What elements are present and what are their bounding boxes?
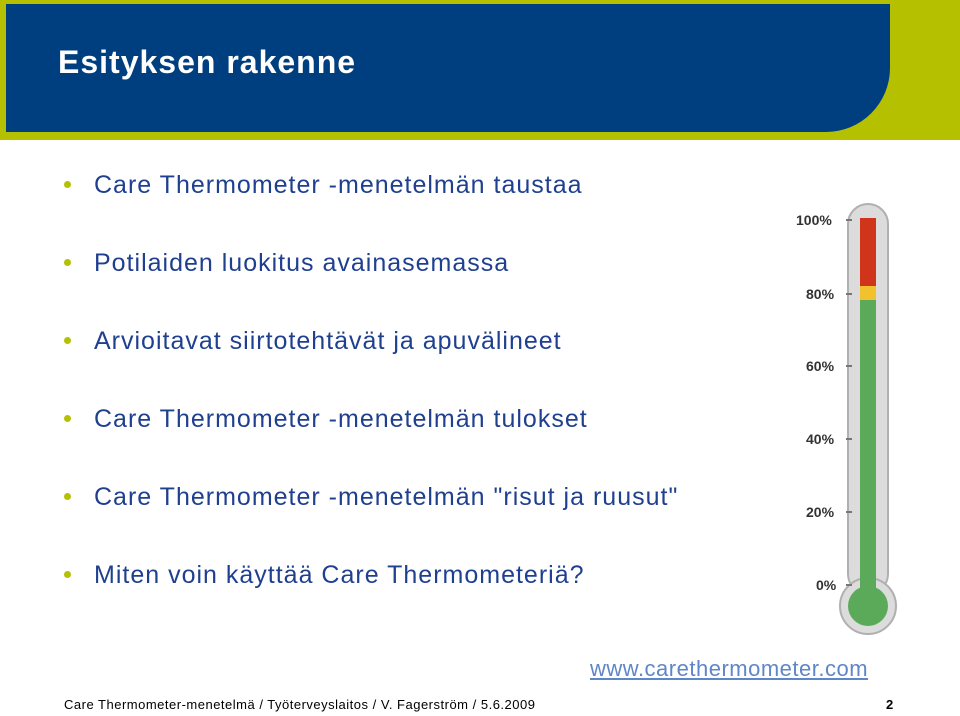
scale-label: 40% xyxy=(806,431,835,447)
bullet-item: Care Thermometer -menetelmän tulokset xyxy=(64,400,784,478)
page-number: 2 xyxy=(886,697,894,712)
thermometer-fill-red xyxy=(860,218,876,286)
bullet-icon xyxy=(64,571,71,578)
bullet-item: Miten voin käyttää Care Thermometeriä? xyxy=(64,556,784,634)
thermometer-fill-green xyxy=(860,300,876,600)
bullet-icon xyxy=(64,337,71,344)
scale-label: 80% xyxy=(806,286,835,302)
thermometer-bulb xyxy=(848,586,888,626)
scale-label: 20% xyxy=(806,504,835,520)
scale-label: 60% xyxy=(806,358,835,374)
footer-text: Care Thermometer-menetelmä / Työterveyslaitos / V. Fagerström / 5.6.2009 xyxy=(64,697,536,712)
bullet-item: Care Thermometer -menetelmän taustaa xyxy=(64,166,784,244)
bullet-icon xyxy=(64,493,71,500)
bullet-icon xyxy=(64,259,71,266)
website-link[interactable]: www.carethermometer.com xyxy=(590,656,869,681)
scale-label: 0% xyxy=(816,577,837,593)
bullet-item: Potilaiden luokitus avainasemassa xyxy=(64,244,784,322)
thermometer-fill-yellow xyxy=(860,286,876,300)
slide-title: Esityksen rakenne xyxy=(58,44,357,80)
scale-label: 100% xyxy=(796,212,832,228)
bullet-icon xyxy=(64,415,71,422)
bullet-item: Arvioitavat siirtotehtävät ja apuvälineet xyxy=(64,322,784,400)
bullet-item: Care Thermometer -menetelmän "risut ja ruusut" xyxy=(64,478,784,556)
bullet-list xyxy=(64,166,784,634)
bullet-icon xyxy=(64,181,71,188)
thermometer-icon xyxy=(780,196,940,646)
